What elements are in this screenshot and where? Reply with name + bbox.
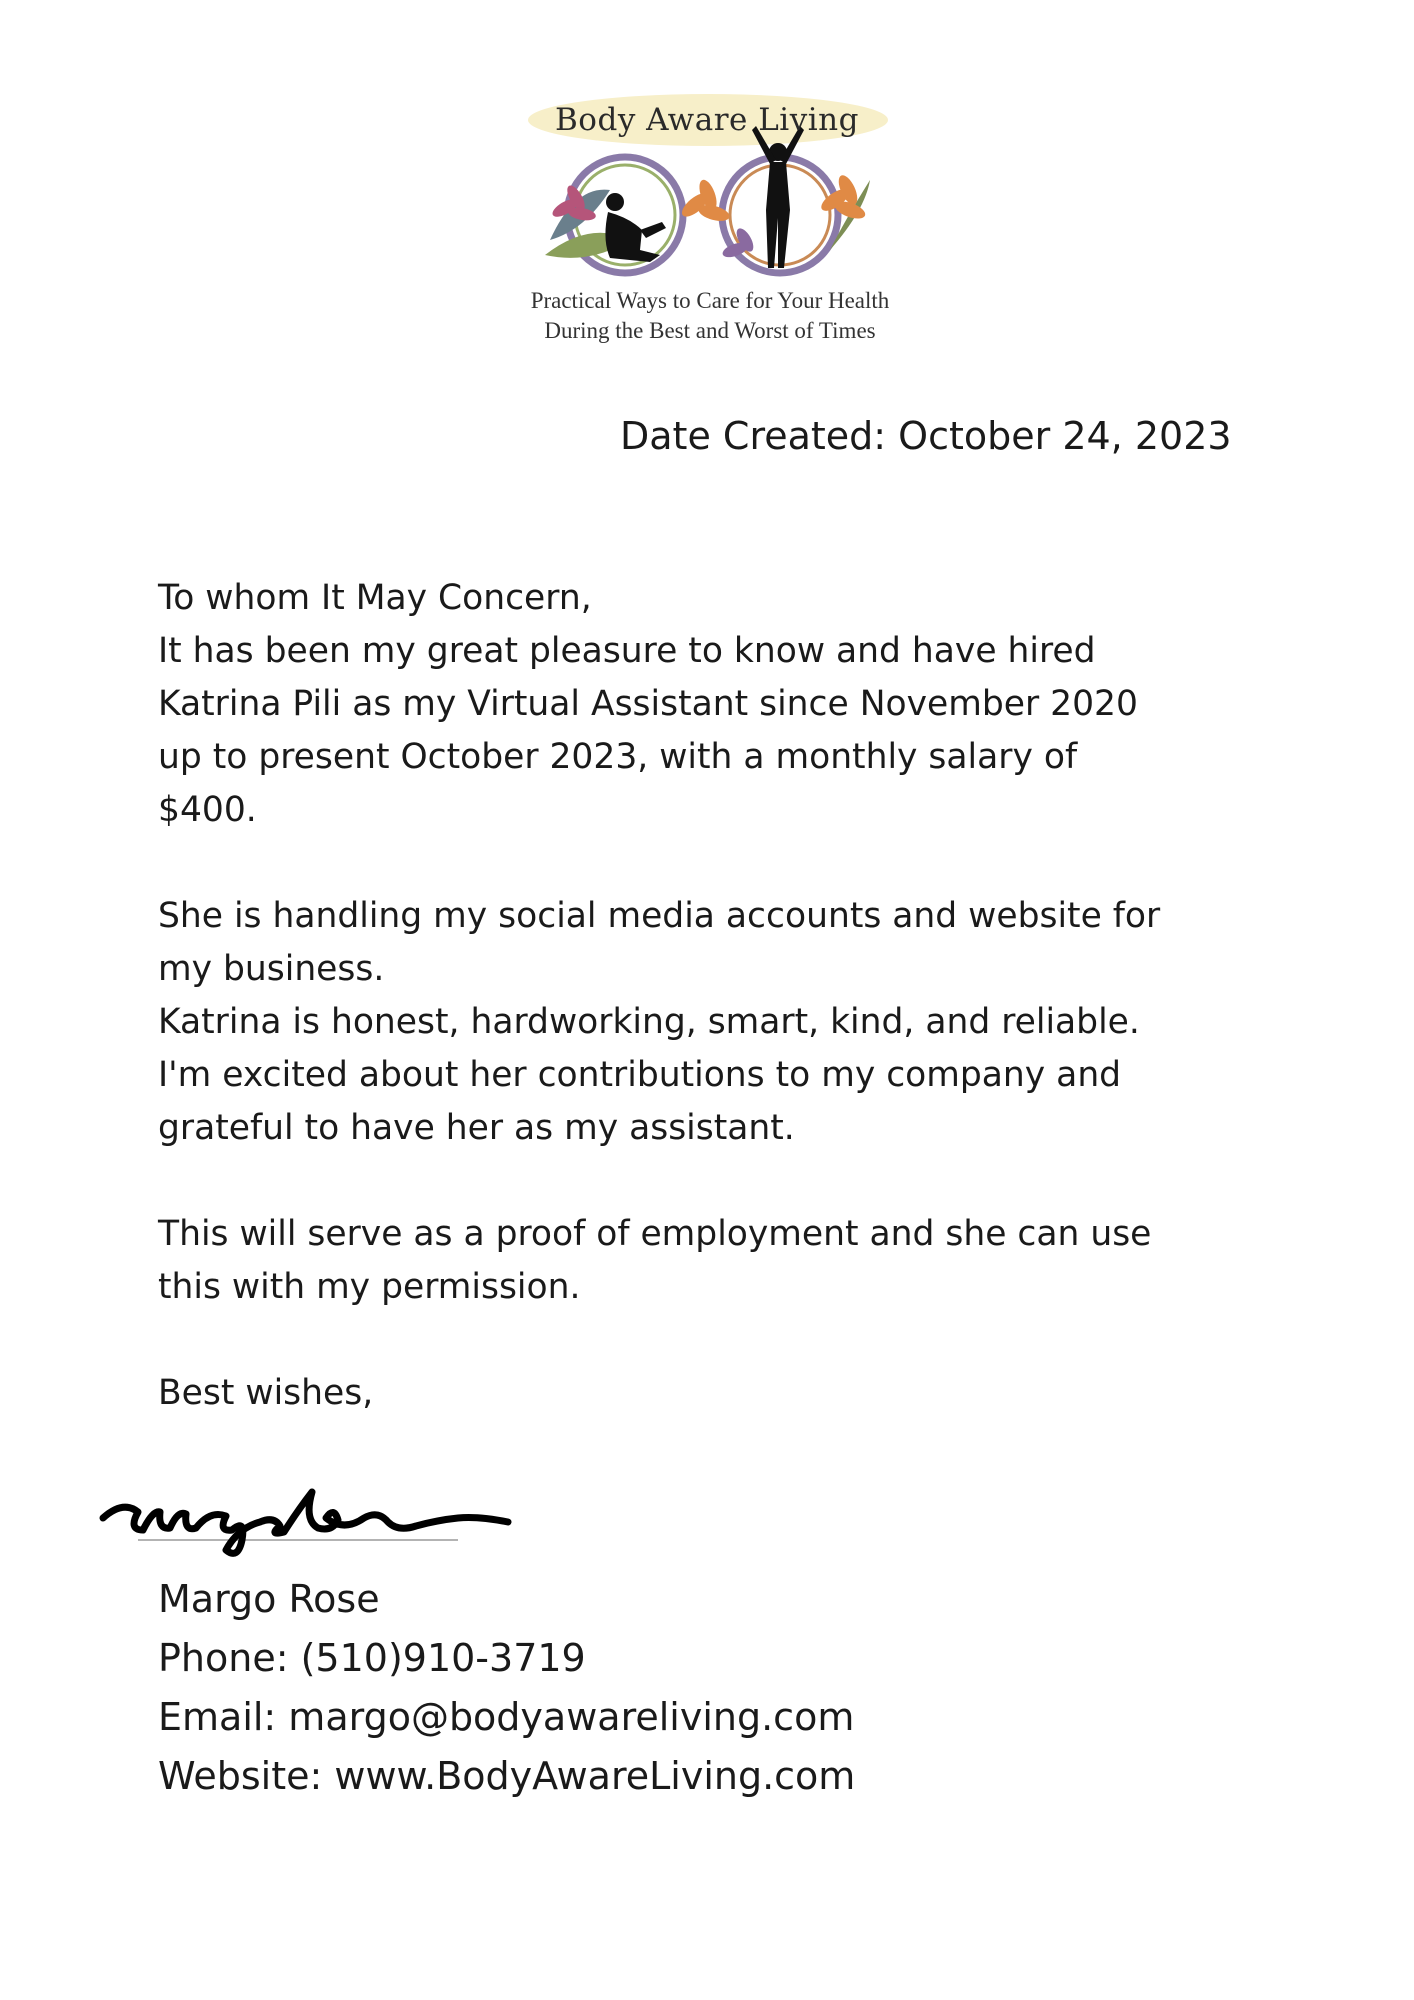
paragraph-line: I'm excited about her contributions to my company and — [158, 1055, 1122, 1095]
email-text: Email: margo@bodyawareliving.com — [158, 1695, 855, 1739]
logo-tagline-line: During the Best and Worst of Times — [544, 318, 876, 343]
date-created: Date Created: October 24, 2023 — [620, 414, 1232, 458]
paragraph-line: grateful to have her as my assistant. — [158, 1108, 795, 1148]
contact-block — [158, 1570, 1258, 1806]
paragraph-gap — [158, 1314, 1308, 1367]
closing: Best wishes, — [158, 1373, 374, 1413]
logo-tagline — [490, 286, 930, 346]
paragraph-line: It has been my great pleasure to know and have hired — [158, 631, 1096, 671]
salutation: To whom It May Concern, — [158, 578, 592, 618]
logo-title: Body Aware Living — [555, 102, 859, 138]
phone-text: Phone: (510)910-3719 — [158, 1636, 586, 1680]
paragraph-line: Katrina is honest, hardworking, smart, kind, and reliable. — [158, 1002, 1140, 1042]
paragraph-line: up to present October 2023, with a monthly salary of — [158, 737, 1078, 777]
paragraph-line: Katrina Pili as my Virtual Assistant since November 2020 — [158, 684, 1138, 724]
paragraph-line: This will serve as a proof of employment and she can use — [158, 1214, 1152, 1254]
paragraph-line: this with my permission. — [158, 1267, 581, 1307]
paragraph-line: my business. — [158, 949, 385, 989]
company-logo — [490, 90, 930, 360]
signature-graphic — [98, 1470, 538, 1570]
paragraph-line: She is handling my social media accounts and website for — [158, 896, 1161, 936]
handwritten-signature — [98, 1470, 538, 1570]
paragraph-line: $400. — [158, 790, 257, 830]
signer-name: Margo Rose — [158, 1577, 380, 1621]
website-text: Website: www.BodyAwareLiving.com — [158, 1754, 856, 1798]
logo-tagline-line: Practical Ways to Care for Your Health — [530, 288, 890, 313]
paragraph-gap — [158, 837, 1308, 890]
paragraph-gap — [158, 1155, 1308, 1208]
letter-body — [158, 572, 1308, 1420]
